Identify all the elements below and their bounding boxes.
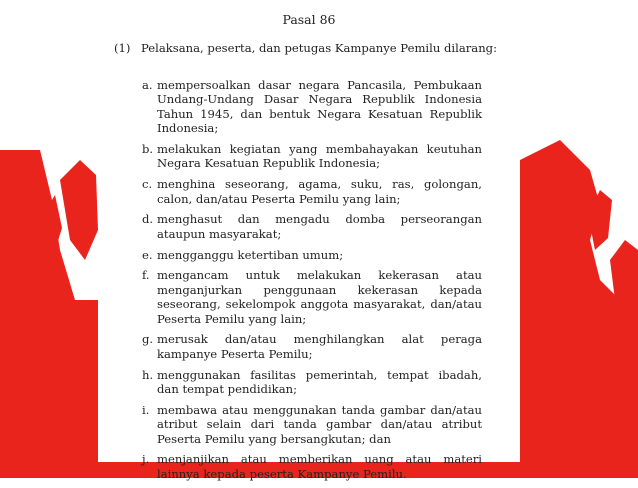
list-item-letter: g. bbox=[142, 332, 154, 347]
list-item-letter: a. bbox=[142, 78, 153, 92]
article-title: Pasal 86 bbox=[282, 12, 336, 27]
list-item-text: membawa atau menggunakan tanda gambar dan/atau atribut selain dari tanda gambar dan/atau atribut Peserta Pemilu yang bersangkutan; dan bbox=[157, 402, 482, 446]
prohibition-list bbox=[142, 78, 520, 488]
list-item-b bbox=[142, 142, 520, 171]
list-item-text: menggunakan fasilitas pemerintah, tempat ibadah, dan tempat pendidikan; bbox=[157, 367, 482, 397]
list-item-letter: h. bbox=[142, 367, 154, 382]
list-item-text: mengancam untuk melakukan kekerasan atau menganjurkan penggunaan kekerasan kepada seseorang, sekelompok anggota masyarakat, dan/atau Peserta Pemilu yang lain; bbox=[157, 268, 482, 326]
list-item-letter: c. bbox=[142, 177, 153, 192]
list-item-c bbox=[142, 177, 520, 206]
list-item-d bbox=[142, 212, 520, 241]
list-item-g bbox=[142, 332, 520, 361]
list-item-letter: j. bbox=[142, 452, 150, 467]
list-item-text: menjanjikan atau memberikan uang atau materi lainnya kepada peserta Kampanye Pemilu. bbox=[157, 452, 482, 481]
list-item-e bbox=[142, 248, 520, 262]
list-item-text: menghasut dan mengadu domba perseorangan ataupun masyarakat; bbox=[157, 212, 482, 241]
list-item-letter: i. bbox=[142, 402, 150, 417]
list-item-letter: f. bbox=[142, 268, 150, 283]
list-item-h bbox=[142, 368, 520, 397]
document-page bbox=[98, 0, 520, 481]
list-item-letter: b. bbox=[142, 142, 154, 157]
list-item-a bbox=[142, 78, 520, 136]
list-item-f bbox=[142, 268, 520, 326]
list-item-text: mengganggu ketertiban umum; bbox=[157, 247, 344, 262]
list-item-text: merusak dan/atau menghilangkan alat peraga kampanye Peserta Pemilu; bbox=[157, 332, 482, 361]
list-item-letter: e. bbox=[142, 247, 153, 262]
list-item-letter: d. bbox=[142, 212, 154, 227]
list-item-text: melakukan kegiatan yang membahayakan keutuhan Negara Kesatuan Republik Indonesia; bbox=[157, 142, 482, 171]
list-item-text: mempersoalkan dasar negara Pancasila, Pembukaan Undang-Undang Dasar Negara Republik Indonesia Tahun 1945, dan bentuk Negara Kesatuan Republik Indonesia; bbox=[157, 78, 482, 136]
paragraph-number: (1) bbox=[114, 41, 131, 55]
list-item-i bbox=[142, 403, 520, 446]
list-item-text: menghina seseorang, agama, suku, ras, golongan, calon, dan/atau Peserta Pemilu yang lain; bbox=[157, 177, 482, 206]
paragraph-text: Pelaksana, peserta, dan petugas Kampanye Pemilu dilarang: bbox=[141, 41, 498, 55]
list-item-j bbox=[142, 452, 520, 481]
paragraph-1 bbox=[114, 41, 506, 56]
